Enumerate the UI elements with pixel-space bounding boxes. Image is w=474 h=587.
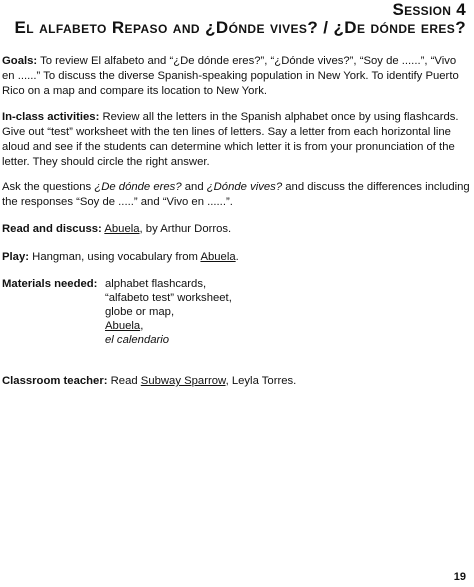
materials-item-calendar: el calendario [105, 334, 170, 346]
materials-label: Materials needed: [2, 278, 98, 290]
teacher-book-title: Subway Sparrow [140, 375, 226, 387]
play-book-title: Abuela [200, 251, 236, 263]
teacher-prefix: Read [110, 375, 141, 387]
read-book-title: Abuela [104, 223, 140, 235]
questions-suffix: and discuss the differences including the responses “Soy de .....” and “Vivo en ......”. [2, 181, 470, 208]
materials-label-row [2, 277, 470, 292]
questions-paragraph [2, 180, 470, 210]
in-class-text: Review all the letters in the Spanish alphabet once by using flashcards. Give out “test” worksheet with the ten lines of letters. Say a letter from each horizontal line aloud and see if the students can determine which letter it is from your pronunciation of the letter. They should circle the right answer. [2, 111, 459, 168]
play-text: Hangman, using vocabulary from [32, 251, 201, 263]
read-author: , by Arthur Dorros. [139, 223, 232, 235]
teacher-label: Classroom teacher: [2, 375, 108, 387]
materials-book-title: Abuela [105, 320, 141, 332]
goals-text: To review El alfabeto and “¿De dónde eres?”, “¿Dónde vives?”, “Soy de ......”, “Vivo en ......” To discuss the diverse Spanish-speaking population in New York. To identify Puerto Rico on a map and compare its location to New York. [2, 55, 459, 97]
materials-comma: , [140, 320, 144, 332]
session-heading: Session 4 [392, 0, 466, 19]
read-label: Read and discuss: [2, 223, 102, 235]
play-label: Play: [2, 251, 30, 263]
page-title: El alfabeto Repaso and ¿Dónde vives? / ¿De dónde eres? [14, 18, 466, 37]
play-paragraph [2, 250, 470, 265]
materials-item: globe or map, [105, 306, 175, 318]
question-de-donde-eres: ¿De dónde eres? [94, 181, 182, 193]
goals-label: Goals: [2, 55, 38, 67]
materials-item: “alfabeto test” worksheet, [105, 292, 232, 304]
in-class-label: In-class activities: [2, 111, 100, 123]
page-number: 19 [453, 571, 466, 583]
questions-prefix: Ask the questions [2, 181, 95, 193]
goals-paragraph [2, 54, 470, 99]
teacher-paragraph [2, 374, 470, 389]
read-paragraph [2, 222, 470, 237]
question-donde-vives: ¿Dónde vives? [206, 181, 283, 193]
play-end: . [235, 251, 239, 263]
questions-and: and [181, 181, 207, 193]
materials-item-book [105, 319, 232, 333]
materials-item: alphabet flashcards, [105, 278, 207, 290]
teacher-rest: , Leyla Torres. [225, 375, 297, 387]
materials-list [105, 277, 232, 347]
in-class-paragraph [2, 110, 470, 170]
